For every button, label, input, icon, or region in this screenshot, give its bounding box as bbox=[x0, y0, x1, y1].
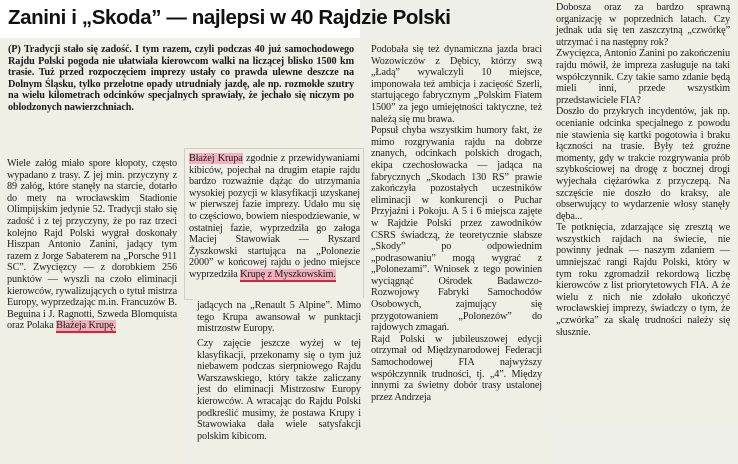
column-1-clipping bbox=[0, 150, 183, 464]
headline: Zanini i „Skoda” — najlepsi w 40 Rajdzie Polski bbox=[8, 6, 451, 29]
column-3-text: Podobała się też dynamiczna jazda braci Wozowiczów z Dębicy, którzy swą „Ładą” wywalczyli 10 miejsce, imponowała też ambicja i zacięość Szerli, startującego fabrycznym „Polskim Fiatem 1500” za jego umiejętności taktyczne, też należą się mu brawa. Popsuł chyba wszystkim humory fakt, że mimo rozgrywania rajdu na dobrze znanych, odcinkach polskich drogach, ekipa czechosłowacka — jadąca na fabrycznych „Skodach 130 RS” prawie zakończyła pozostałych uczestników eliminacji w konkurencji o Puchar Przyjaźni i Pokoju. A 5 i 6 miejsca zajęte w Rajdzie Polski przez zawodników CSRS świadczą, że teoretycznie słabsze „Skody” po odpowiednim „podrasowaniu” mogą wygrać z „Polonezami”. Wniosek z tego powinien wyciągnąć Ośrodek Badawczo-Rozwojowy Fabryki Samochodów Osobowych, zajmujący się przygotowaniem „Polonezów” do rajdowych zmagań. Rajd Polski w jubileuszowej edycji otrzymał od Międzynarodowej Federacji Samochodowej FIA najwyższy współczynnik trudności, tj. „4”. Między innymi za świetny dobór trasy ustalonej przez Andrzeja bbox=[371, 44, 542, 403]
lead-paragraph: (P) Tradycji stało się zadość. I tym razem, czyli podczas 40 już samochodowego Rajdu Polski pogoda nie ułatwiała kierowcom walki na liczącej blisko 1500 km trasie. Tuż przed rozpoczęciem imprezy ustały co prawda ulewne deszcze na Dolnym Śląsku, tylko przelotne opady utrudniały jazdę, ale np. rozmokłe szutry na wielu kilometrach odcinków specjalnych sprawiały, że jechało się niczym po oblodzonych nawierzchniach. bbox=[8, 44, 354, 113]
column-4-clipping bbox=[550, 0, 738, 420]
column-1-body: Wiele załóg miało spore kłopoty, często wypadano z trasy. Z jej min. przyczyny z 89 załóg, które stanęły na starcie, dotarło do mety na wrocławskim Stadionie Olimpijskim jedynie 52. Tradycji stało się zadość i z tej przyczyny, że po raz trzeci kolejno Rajd Polski wygrał doskonały Hiszpan Antonio Zanini, jadący tym razem z Jorge Sabaterem na „Porsche 911 SC”. Zwycięzcy — z dorobkiem 256 punktów — wyszli na czoło eliminacji kierowców, rywalizujących o tytuł mistrza Europy, wyprzedzając m.in. Francuzów B. Beguina i J. Ragnotti, Szweda Blomquista oraz Polaka bbox=[7, 158, 177, 332]
column-2-mid-text: jadących na „Renault 5 Alpine”. Mimo tego Krupa awansował w punktacji mistrzostw Europy. bbox=[197, 300, 361, 335]
highlighted-name: Krupę z Myszkowskim. bbox=[240, 268, 336, 280]
lead-clipping bbox=[0, 38, 362, 150]
highlighted-name: Błażeja Krupę. bbox=[56, 320, 116, 332]
column-3-clipping bbox=[366, 40, 547, 464]
headline-strip bbox=[0, 0, 451, 40]
column-2-top-body: zgodnie z przewidywaniami kibiców, pojechał na drugim etapie rajdu bardzo rozważnie dążąc do utrzymania wysokiej pozycji w klasyfikacji uzyskanej w pierwszej fazie imprezy. Udało mu się to częściowo, bowiem niespodziewanie, w ostatniej fazie, wyprzedziła go załoga Maciej Stawowiak — Ryszard Żyszkowski startująca na „Polonezie 2000” w końcowej rajdu o jedno miejsce wyprzedziła bbox=[189, 153, 360, 280]
highlighted-name: Błażej Krupa bbox=[189, 153, 243, 164]
column-1-text bbox=[7, 158, 177, 332]
column-2-top-text bbox=[189, 153, 360, 281]
column-4-text: Dobosza oraz za bardzo sprawną organizację w poprzednich latach. Czy jednak uda się ten zaszczytną „czwórkę” utrzymać i na następny rok? Zwycięzca, Antonio Zanini po zakończeniu rajdu mówił, że impreza zasługuje na taki współczynnik. Czy takie samo zdanie będą mieli inni, przede wszystkim przedstawiciele FIA? Doszło do przykrych incydentów, jak np. ocenianie odcinka specjalnego z powodu nie stawienia się kartki pogotowia i braku łączności na trasie. Były też groźne momenty, gdy w trakcie rozgrywania prób szybkościowej na drogę z bocznej drogi wyjechała ciężarówka z przyczepą. Na szczęście nie doszło do kraksy, ale obserwujący to wydarzenie włosy stanęły dęba... Te potknięcia, zdarzające się zresztą we wszystkich rajdach na świecie, nie powinny jednak — naszym zdaniem — umniejszać rangi Rajdu Polski, który w tym roku zgromadził rekordową liczbę kierowców z list priorytetowych FIA. A że wielu z nich nie zdołało ukończyć wrocławskiej imprezy, świadczy o tym, że „czwórka” za skalę trudności należy się słusznie. bbox=[556, 2, 730, 338]
column-2-bottom-clipping bbox=[193, 336, 365, 464]
column-2-bottom-text: Czy zajęcie jeszcze wyżej w tej klasyfikacji, przekonamy się o tym już niebawem podczas sierpniowego Rajdu Warszawskiego, który także zaliczany jest do eliminacji Mistrzostw Europy kierowców. A wracając do Rajdu Polski podkreślić musimy, że postawa Krupy i Stawowiaka dała wiele satysfakcji polskim kibicom. bbox=[197, 338, 361, 442]
column-2-mid-clipping bbox=[193, 298, 365, 336]
column-2-top-clipping bbox=[184, 148, 364, 300]
